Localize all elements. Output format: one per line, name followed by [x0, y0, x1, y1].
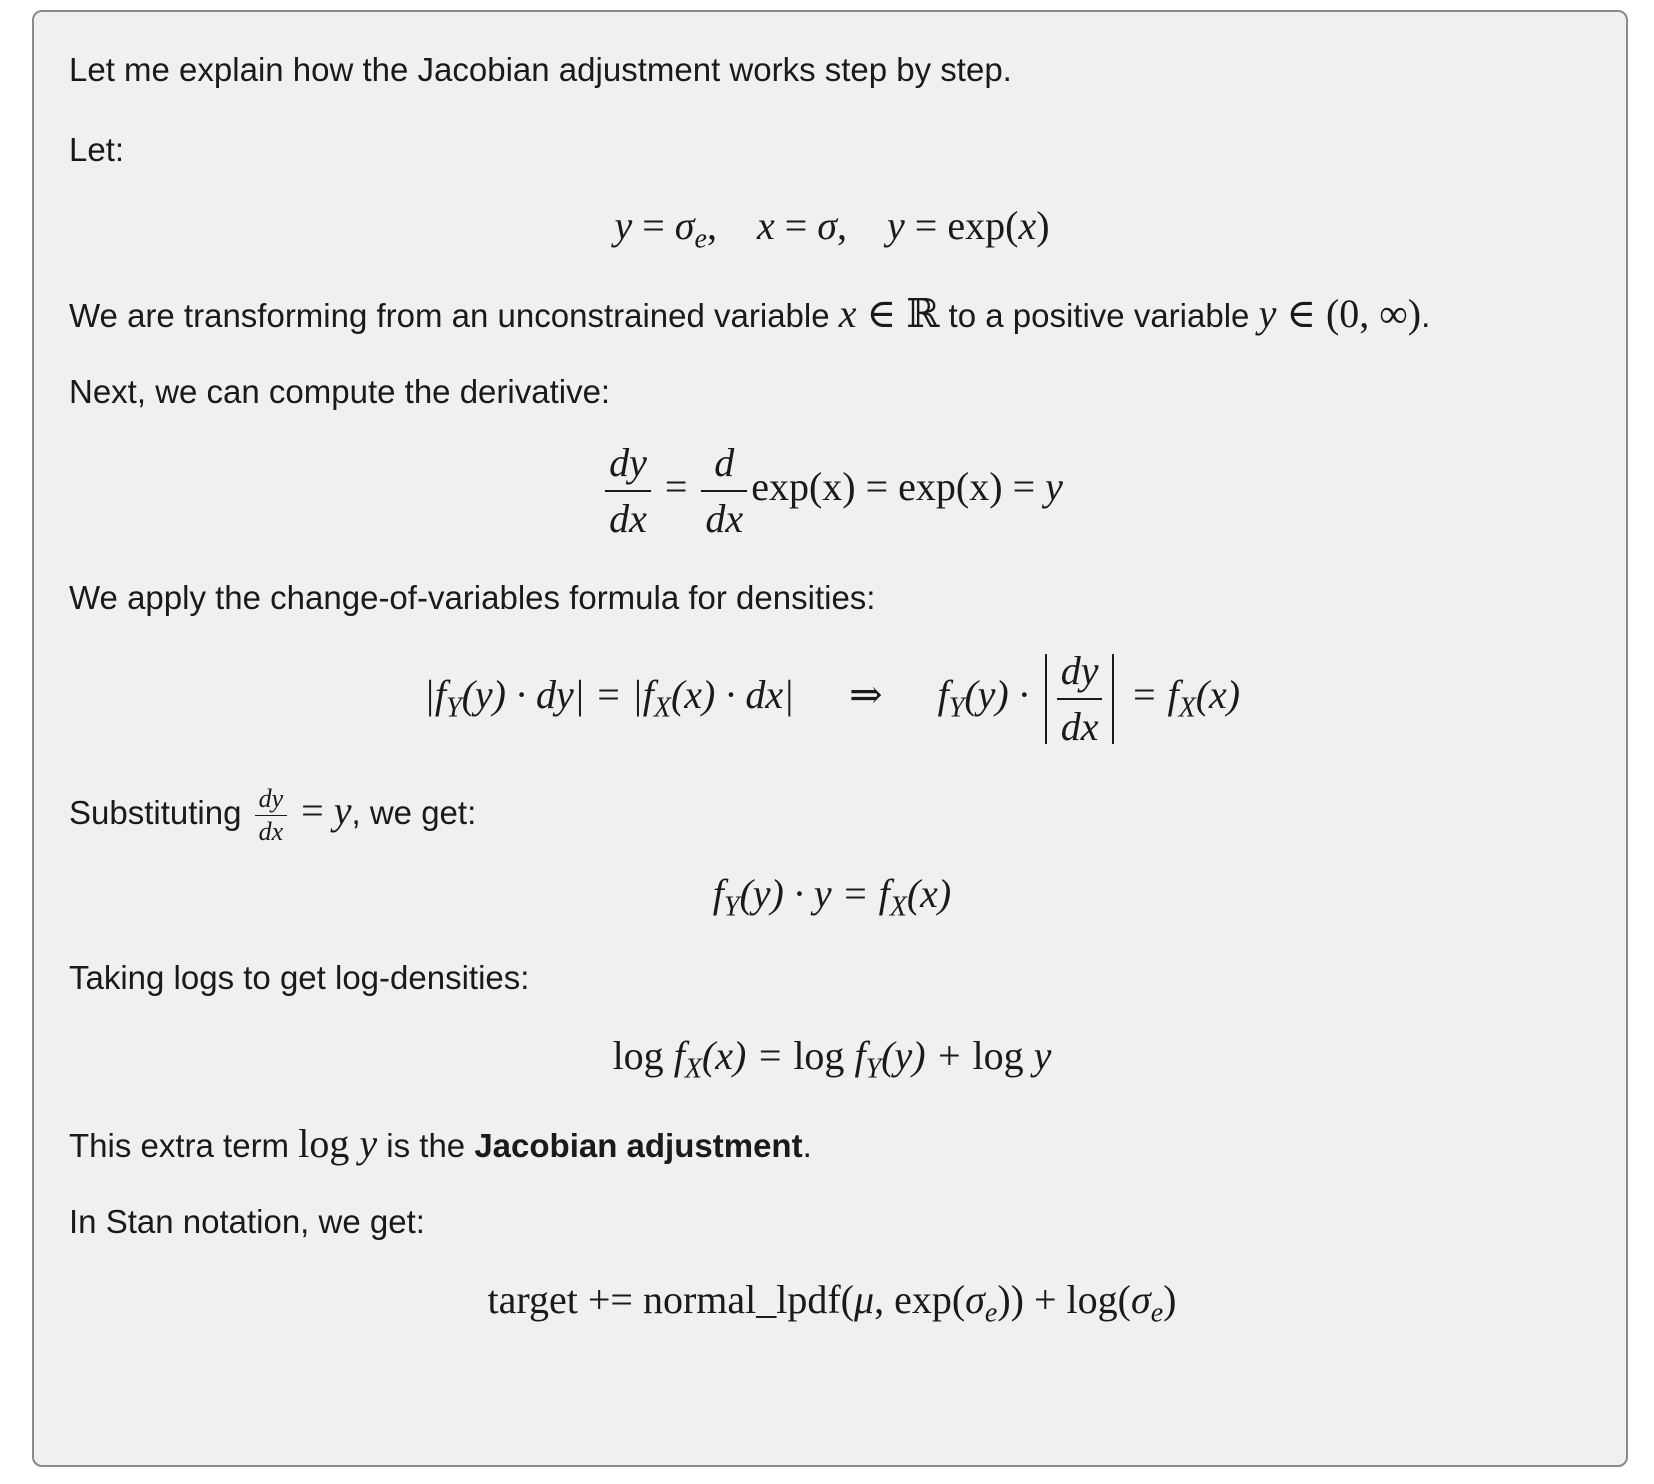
equation-log-densities: $\log f_X(x) = \log f_Y(y) + \log y$ — [612, 1033, 1052, 1085]
derivative-intro: Next, we can compute the derivative: — [69, 373, 611, 410]
equation-substituted: $f_Y(y) \cdot y = f_X(x)$ — [712, 871, 952, 923]
substituting-paragraph: Substituting $\frac{dy}{dx}$ = y, we get: — [69, 784, 477, 846]
logs-intro: Taking logs to get log-densities: — [69, 959, 530, 996]
jacobian-paragraph: This extra term log y is the Jacobian adjustment. — [69, 1121, 812, 1166]
answer-card — [32, 10, 1628, 1467]
equation-stan: target += normal_lpdf(μ, $\exp(\sigma_e)) + \log(\sigma_e)$ — [487, 1277, 1177, 1329]
change-of-variables-intro: We apply the change-of-variables formula for densities: — [69, 579, 876, 616]
equation-change-of-variables: $|f_Y(y) \cdot dy| = |f_X(x) \cdot dx|$ ⇒ $f_Y(y)$ · $\frac{dy}{dx}$ = $f_X(x)$ — [423, 648, 1241, 749]
let-label: Let: — [69, 131, 125, 168]
intro-paragraph: Let me explain how the Jacobian adjustment works step by step. — [69, 51, 1012, 88]
stan-intro: In Stan notation, we get: — [69, 1203, 425, 1240]
transform-paragraph: We are transforming from an unconstrained variable x ∈ ℝ to a positive variable y ∈ (0, ∞). — [69, 291, 1431, 336]
equation-definitions: $y = \sigma_e$, x = σ, y = exp(x) — [614, 203, 1050, 255]
equation-derivative: $\frac{dy}{dx}$ = $\frac{d}{dx}$ exp(x) = exp(x) = y — [34, 440, 1630, 542]
